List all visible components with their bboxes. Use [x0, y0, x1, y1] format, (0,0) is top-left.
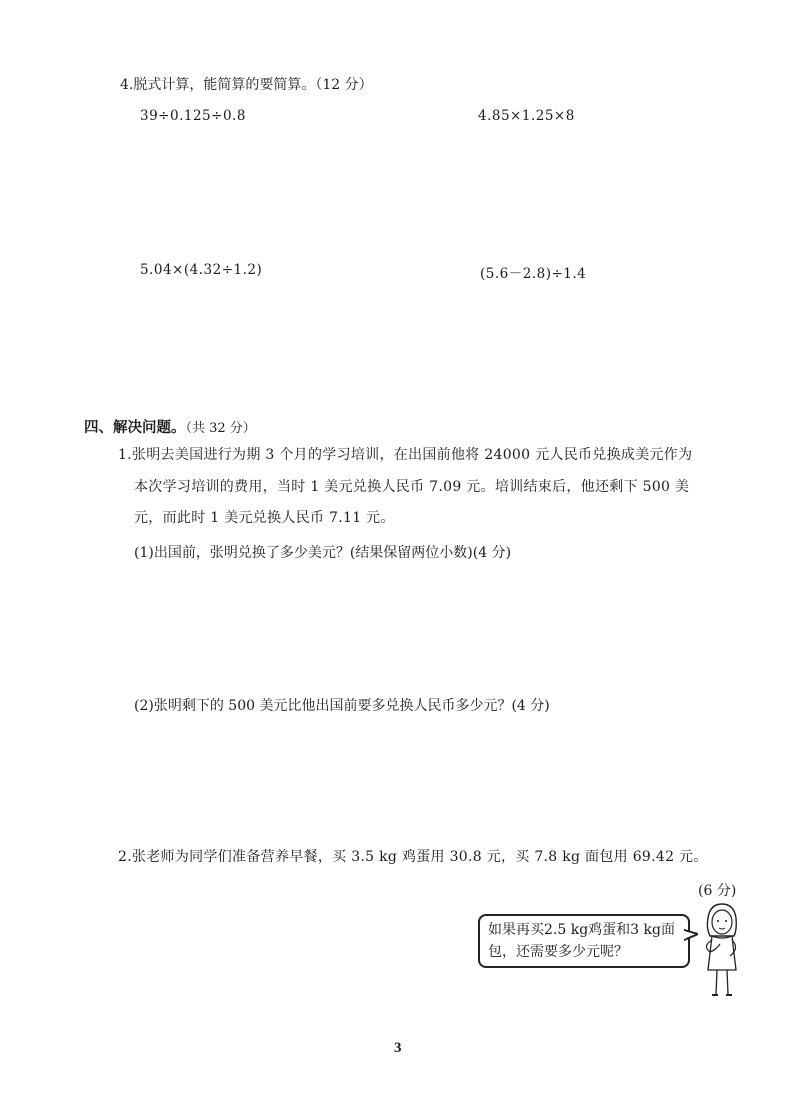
q4-expression-4: (5.6－2.8)÷1.4 [480, 266, 587, 282]
problem-1-line-2: 本次学习培训的费用，当时 1 美元兑换人民币 7.09 元。培训结束后，他还剩下 500 美 [134, 479, 690, 495]
q4-expression-1: 39÷0.125÷0.8 [140, 108, 246, 124]
q4-expression-2: 4.85×1.25×8 [478, 108, 575, 124]
section-title: 四、解决问题。 [84, 419, 186, 436]
q4-title: 4.脱式计算，能简算的要简算。（12 分） [120, 77, 373, 93]
problem-1-subquestion-1: (1)出国前，张明兑换了多少美元？(结果保留两位小数)(4 分) [134, 545, 512, 561]
page-number: 3 [394, 1040, 402, 1056]
section-heading [84, 416, 256, 437]
speech-bubble [478, 914, 690, 968]
problem-2-line-1: 2.张老师为同学们准备营养早餐，买 3.5 kg 鸡蛋用 30.8 元，买 7.8 kg 面包用 69.42 元。 [118, 849, 708, 865]
problem-1-subquestion-2: (2)张明剩下的 500 美元比他出国前要多兑换人民币多少元？(4 分) [134, 698, 550, 714]
problem-2-points: (6 分) [698, 883, 737, 899]
section-points: （共 32 分） [185, 421, 256, 436]
teacher-illustration [690, 900, 750, 1000]
speech-bubble-text: 如果再买2.5 kg鸡蛋和3 kg面包，还需要多少元呢？ [488, 922, 675, 960]
problem-1-line-3: 元，而此时 1 美元兑换人民币 7.11 元。 [134, 510, 395, 526]
problem-1-line-1: 1.张明去美国进行为期 3 个月的学习培训，在出国前他将 24000 元人民币兑换成美元作为 [118, 447, 693, 463]
q4-expression-3: 5.04×(4.32÷1.2) [140, 262, 263, 278]
